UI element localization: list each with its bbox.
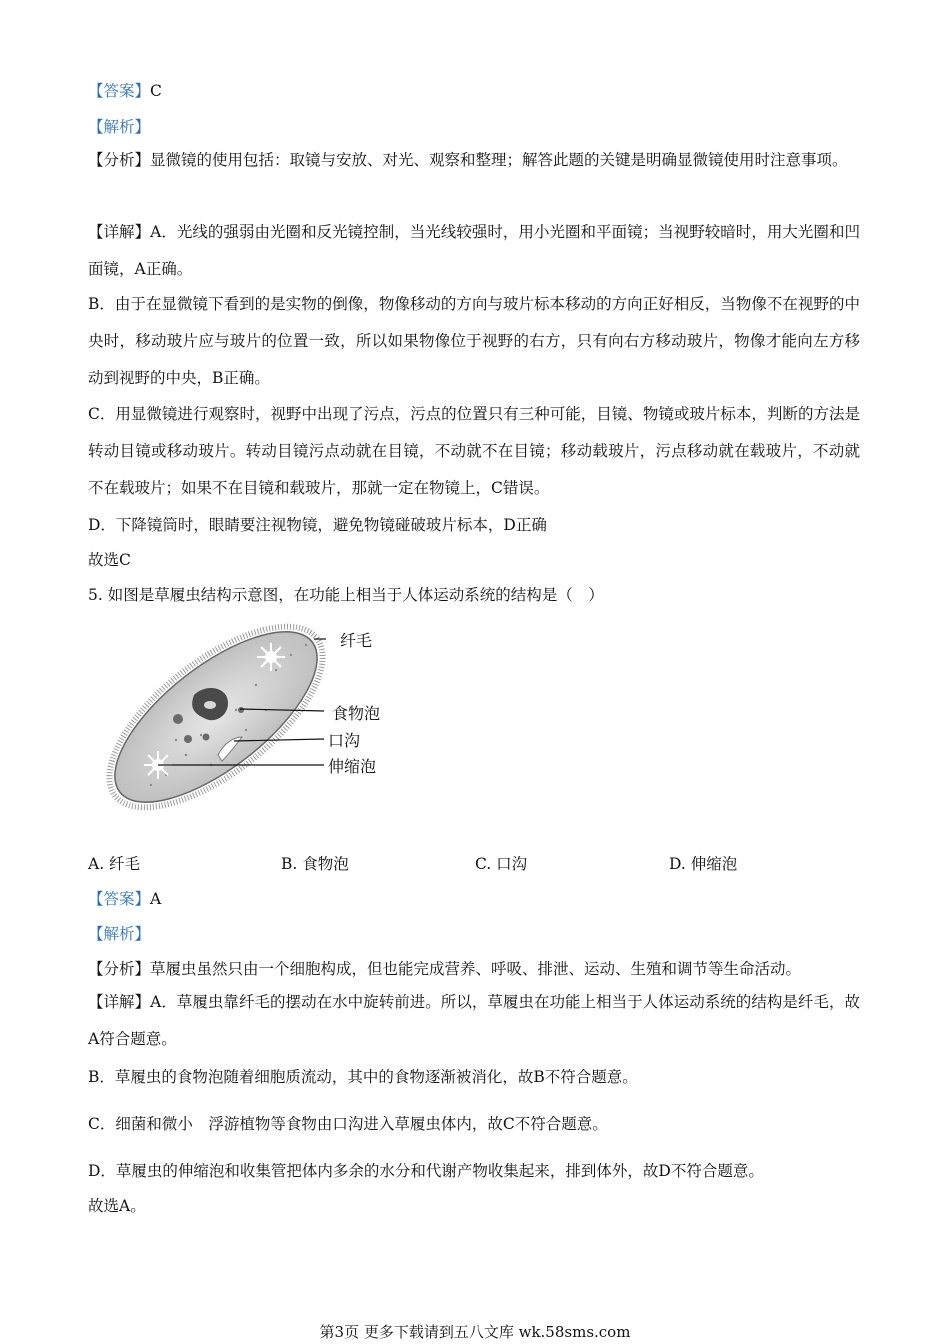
q4-analysis-tag: 【解析】 — [88, 118, 151, 136]
label-cilia: 纤毛 — [340, 631, 373, 650]
answer-tag: 【答案】 — [88, 890, 151, 908]
fenxi-tag: 【分析】 — [88, 151, 151, 169]
q5-answer-line — [88, 889, 161, 909]
q5-fenxi — [88, 959, 801, 979]
q5-detail-a — [88, 984, 860, 1058]
q4-detail-b: B．由于在显微镜下看到的是实物的倒像，物像移动的方向与玻片标本移动的方向正好相反，当物像不在视野的中央时，移动玻片应与玻片的位置一致，所以如果物像位于视野的右方，只有向右方移动玻片，物像才能向左方移动到视野的中央，B正确。 — [88, 295, 860, 387]
page-footer: 第3页 更多下载请到五八文库 wk.58sms.com — [319, 1323, 631, 1341]
paramecium-diagram — [106, 615, 396, 820]
fenxi-text: 草履虫虽然只由一个细胞构成，但也能完成营养、呼吸、排泄、运动、生殖和调节等生命活动。 — [150, 960, 802, 978]
q4-answer-line — [88, 81, 162, 101]
fenxi-text: 显微镜的使用包括：取镜与安放、对光、观察和整理；解答此题的关键是明确显微镜使用时注意事项。 — [150, 151, 848, 169]
xiangjie-tag: 【详解】 — [88, 223, 151, 241]
q5-detail-c: C．细菌和微小 浮游植物等食物由口沟进入草履虫体内，故C不符合题意。 — [88, 1115, 608, 1133]
answer-value: A — [150, 890, 162, 908]
micronucleus — [204, 701, 216, 709]
label-contractile-vacuole: 伸缩泡 — [328, 757, 377, 776]
q4-conclusion: 故选C — [88, 551, 131, 569]
q4-fenxi — [88, 142, 860, 179]
q4-detail-a — [88, 214, 860, 288]
q5-detail-b: B．草履虫的食物泡随着细胞质流动，其中的食物逐渐被消化，故B不符合题意。 — [88, 1068, 638, 1086]
paramecium-figure — [106, 615, 396, 820]
label-food-vacuole: 食物泡 — [332, 704, 381, 723]
xiangjie-tag: 【详解】 — [88, 993, 151, 1011]
detail-a-text: A．草履虫靠纤毛的摆动在水中旋转前进。所以，草履虫在功能上相当于人体运动系统的结构是纤毛，故A符合题意。 — [88, 993, 860, 1048]
q5-detail-d: D．草履虫的伸缩泡和收集管把体内多余的水分和代谢产物收集起来，排到体外，故D不符合题意。 — [88, 1162, 764, 1180]
q4-detail-c: C．用显微镜进行观察时，视野中出现了污点，污点的位置只有三种可能，目镜、物镜或玻片标本，判断的方法是转动目镜或移动玻片。转动目镜污点动就在目镜，不动就不在目镜；移动载玻片，污点移动就在载玻片，不动就不在载玻片；如果不在目镜和载玻片，那就一定在物镜上，C错误。 — [88, 405, 860, 497]
option-a: A. 纤毛 — [88, 855, 141, 873]
detail-a-text: A．光线的强弱由光圈和反光镜控制，当光线较强时，用小光圈和平面镜；当视野较暗时，用大光圈和凹面镜，A正确。 — [88, 223, 860, 278]
fenxi-tag: 【分析】 — [88, 960, 151, 978]
option-c: C. 口沟 — [475, 855, 528, 873]
option-b: B. 食物泡 — [281, 855, 349, 873]
option-d: D. 伸缩泡 — [669, 855, 738, 873]
answer-value: C — [150, 82, 162, 100]
q5-analysis-tag: 【解析】 — [88, 925, 151, 943]
q5-question: 5. 如图是草履虫结构示意图，在功能上相当于人体运动系统的结构是（ ） — [88, 586, 604, 604]
q5-conclusion: 故选A。 — [88, 1197, 146, 1215]
q4-detail-d: D．下降镜筒时，眼睛要注视物镜，避免物镜碰破玻片标本，D正确 — [88, 516, 547, 534]
upper-contractile-vacuole — [257, 643, 285, 671]
label-oral-groove: 口沟 — [328, 731, 361, 750]
answer-tag: 【答案】 — [88, 82, 151, 100]
